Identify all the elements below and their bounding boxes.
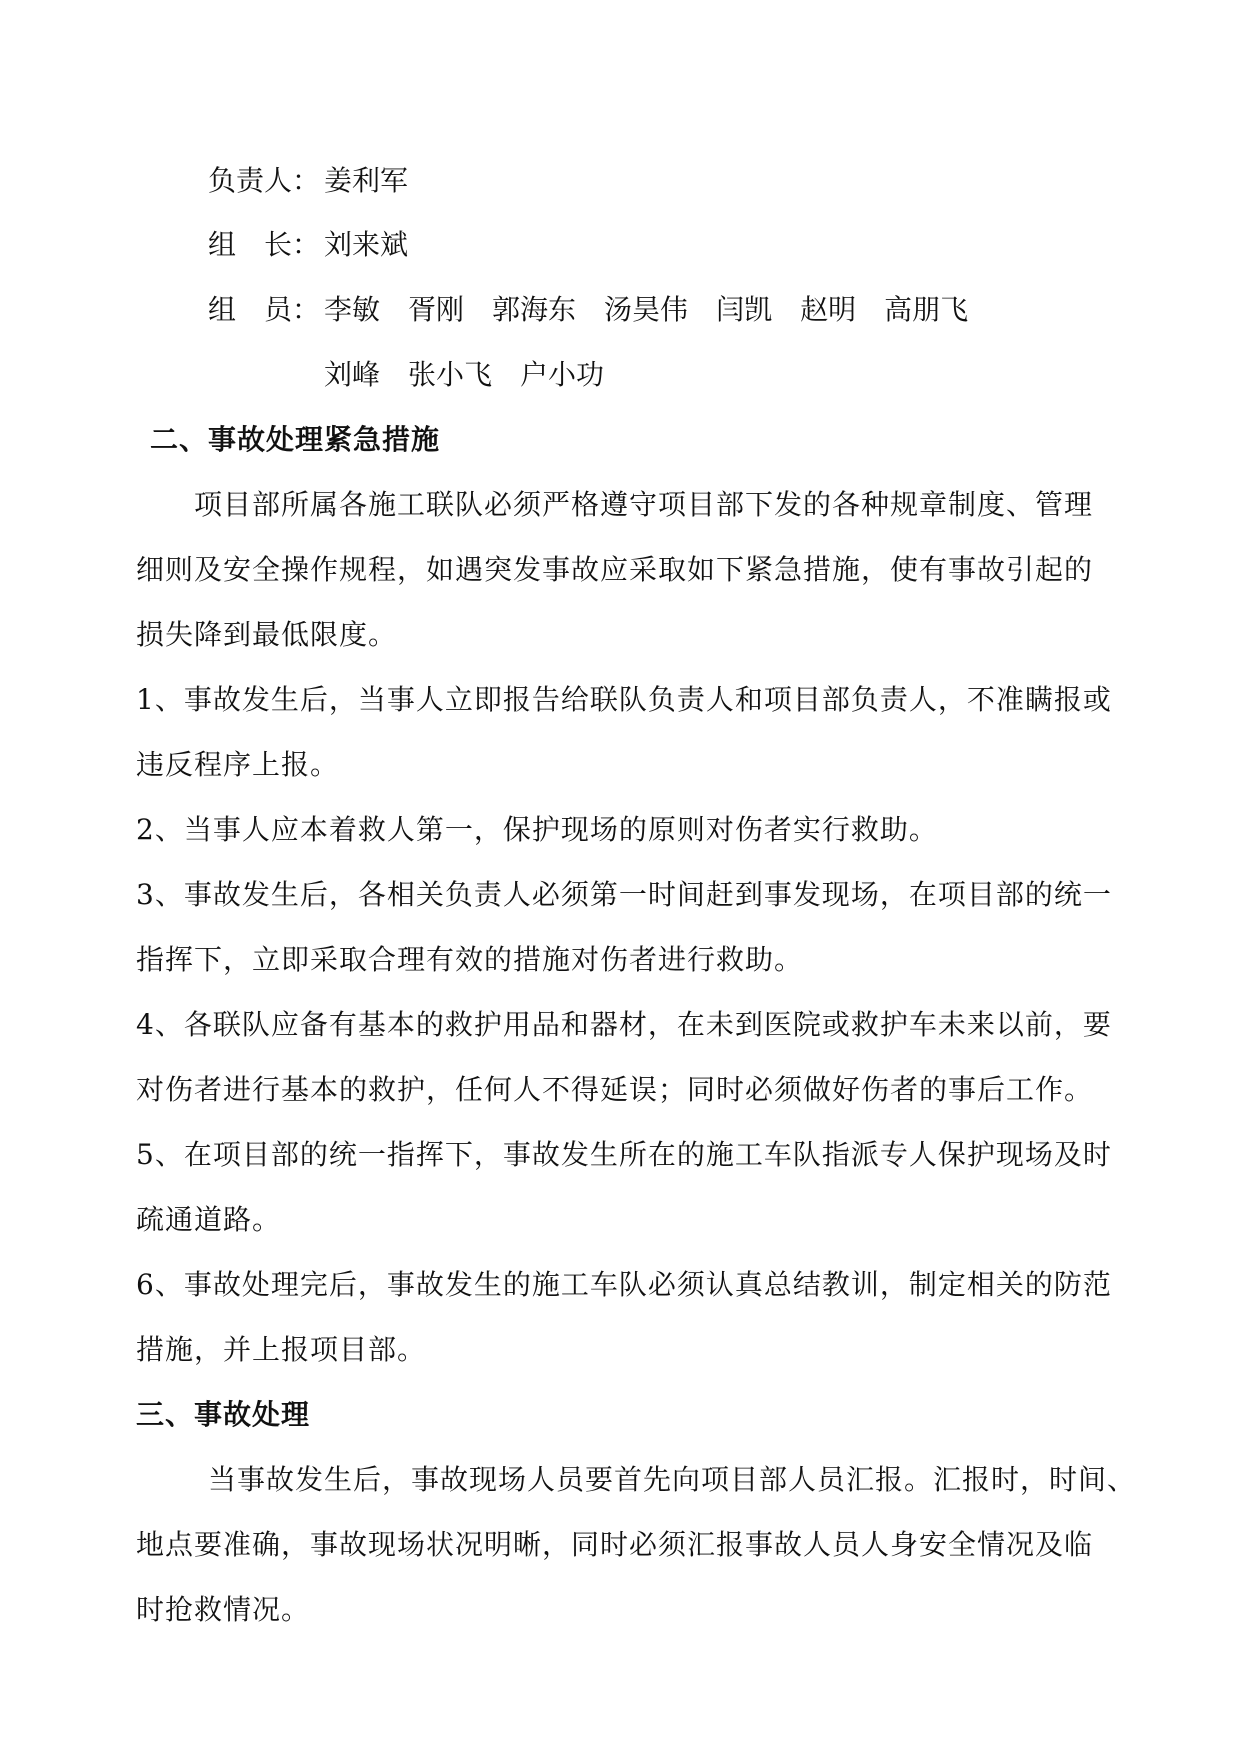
section2-intro-line: 项目部所属各施工联队必须严格遵守项目部下发的各种规章制度、管理 xyxy=(194,488,1094,521)
item-4-line: 4、各联队应备有基本的救护用品和器材，在未到医院或救护车未来以前，要 xyxy=(136,1008,1112,1041)
item-2-line: 2、当事人应本着救人第一，保护现场的原则对伤者实行救助。 xyxy=(136,813,938,846)
member-name: 高朋飞 xyxy=(884,293,969,326)
members-row-2 xyxy=(324,355,604,395)
section2-heading: 二、事故处理紧急措施 xyxy=(150,423,441,456)
item-3-line: 指挥下，立即采取合理有效的措施对伤者进行救助。 xyxy=(136,943,804,976)
item-5-line: 5、在项目部的统一指挥下，事故发生所在的施工车队指派专人保护现场及时 xyxy=(136,1138,1112,1171)
member-name: 郭海东 xyxy=(492,293,577,326)
member-name: 张小飞 xyxy=(408,358,493,391)
section2-intro-line: 细则及安全操作规程，如遇突发事故应采取如下紧急措施，使有事故引起的 xyxy=(136,553,1094,586)
members-row-1 xyxy=(324,290,968,330)
section2-intro-line: 损失降到最低限度。 xyxy=(136,618,398,651)
member-name: 汤昊伟 xyxy=(604,293,689,326)
member-name: 闫凯 xyxy=(716,293,773,326)
item-1-line: 1、事故发生后，当事人立即报告给联队负责人和项目部负责人，不准瞒报或 xyxy=(136,683,1112,716)
captain-name: 刘来斌 xyxy=(324,228,409,261)
section3-body-line: 地点要准确，事故现场状况明晰，同时必须汇报事故人员人身安全情况及临 xyxy=(136,1528,1094,1561)
leader-label: 负责人： xyxy=(208,164,321,197)
member-name: 赵明 xyxy=(800,293,857,326)
member-name: 李敏 xyxy=(324,293,381,326)
member-name: 刘峰 xyxy=(324,358,381,391)
item-1-line: 违反程序上报。 xyxy=(136,748,340,781)
item-6-line: 措施，并上报项目部。 xyxy=(136,1333,427,1366)
member-name: 户小功 xyxy=(520,358,605,391)
section3-heading: 三、事故处理 xyxy=(136,1398,311,1431)
section3-body-line: 当事故发生后，事故现场人员要首先向项目部人员汇报。汇报时，时间、 xyxy=(208,1463,1137,1496)
item-6-line: 6、事故处理完后，事故发生的施工车队必须认真总结教训，制定相关的防范 xyxy=(136,1268,1112,1301)
members-label: 组 员： xyxy=(208,293,321,326)
section3-body-line: 时抢救情况。 xyxy=(136,1593,311,1626)
item-3-line: 3、事故发生后，各相关负责人必须第一时间赶到事发现场，在项目部的统一 xyxy=(136,878,1112,911)
captain-label: 组 长： xyxy=(208,228,321,261)
item-4-line: 对伤者进行基本的救护，任何人不得延误；同时必须做好伤者的事后工作。 xyxy=(136,1073,1094,1106)
member-name: 胥刚 xyxy=(408,293,465,326)
item-5-line: 疏通道路。 xyxy=(136,1203,282,1236)
leader-name: 姜利军 xyxy=(324,164,409,197)
